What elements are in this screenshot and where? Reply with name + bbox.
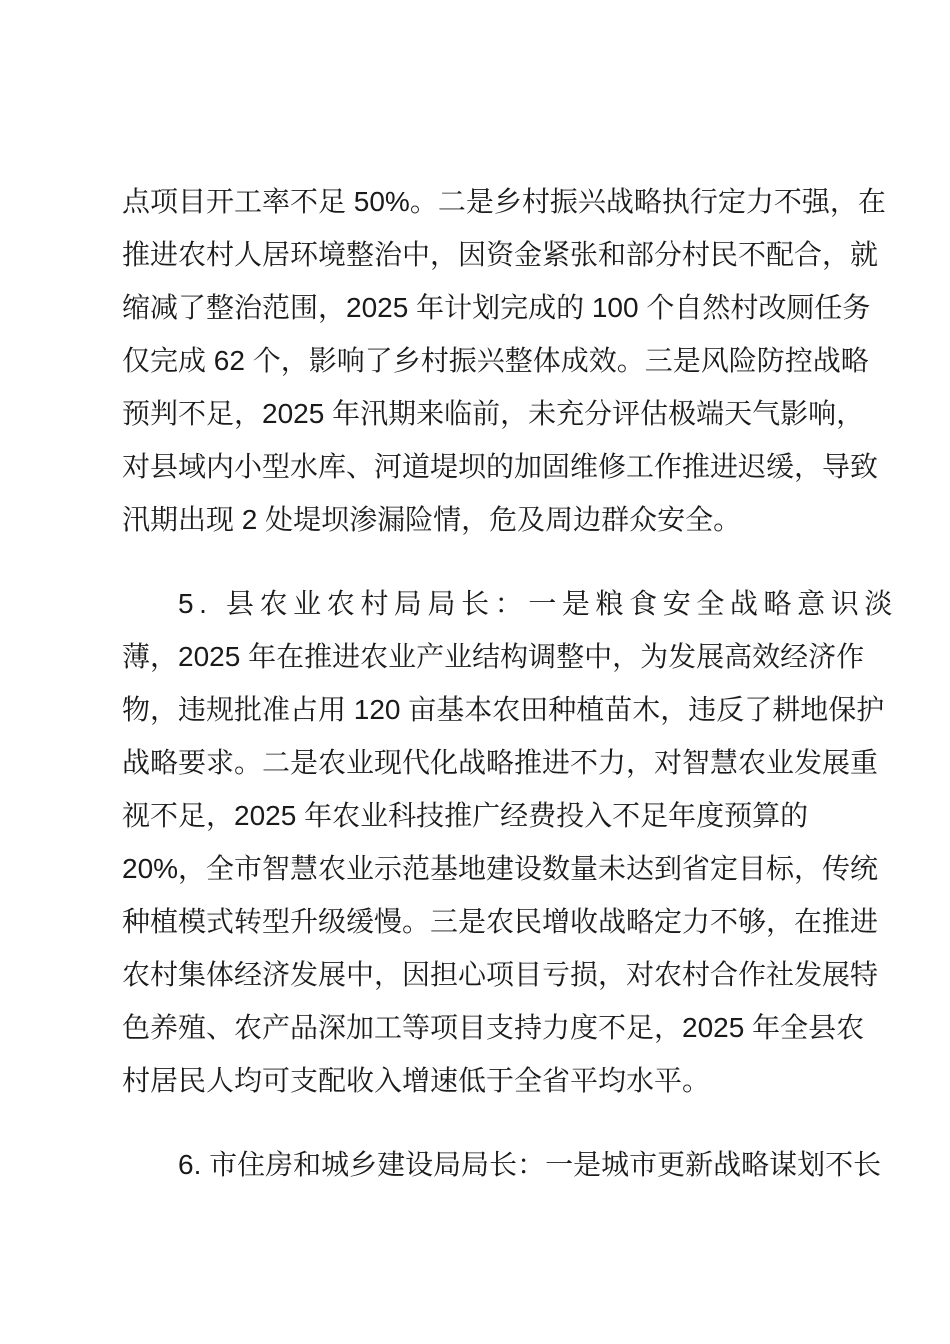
line-text: 推进农村人居环境整治中，因资金紧张和部分村民不配合，就 <box>122 239 879 270</box>
text-line <box>122 228 879 281</box>
line-text: 种植模式转型升级缓慢。三是农民增收战略定力不够，在推进 <box>122 906 879 937</box>
text-line <box>122 334 869 387</box>
text-line <box>122 683 885 736</box>
text-line <box>122 895 879 948</box>
line-text: 缩减了整治范围，2025 年计划完成的 100 个自然村改厕任务 <box>122 292 871 323</box>
text-line <box>122 842 879 895</box>
line-text: 战略要求。二是农业现代化战略推进不力，对智慧农业发展重 <box>122 747 879 778</box>
text-line <box>122 1054 830 1107</box>
text-line <box>122 948 879 1001</box>
text-line <box>122 493 830 546</box>
line-text: 预判不足，2025 年汛期来临前，未充分评估极端天气影响， <box>122 398 865 429</box>
text-line <box>122 789 830 842</box>
text-line <box>122 630 865 683</box>
text-line <box>122 175 886 228</box>
line-text: 视不足，2025 年农业科技推广经费投入不足年度预算的 <box>122 800 809 831</box>
document-text-body <box>122 175 898 1191</box>
line-text: 薄，2025 年在推进农业产业结构调整中，为发展高效经济作 <box>122 641 865 672</box>
line-text: 20%，全市智慧农业示范基地建设数量未达到省定目标，传统 <box>122 853 879 884</box>
line-text: 5. 县农业农村局局长：一是粮食安全战略意识淡 <box>178 588 898 619</box>
text-line <box>122 1138 882 1191</box>
paragraph-3 <box>122 1138 882 1191</box>
text-line <box>122 577 898 630</box>
line-text: 汛期出现 2 处堤坝渗漏险情，危及周边群众安全。 <box>122 504 742 535</box>
line-text: 6. 市住房和城乡建设局局长：一是城市更新战略谋划不长 <box>178 1149 882 1180</box>
text-line <box>122 736 879 789</box>
line-text: 色养殖、农产品深加工等项目支持力度不足，2025 年全县农 <box>122 1012 865 1043</box>
text-line <box>122 387 865 440</box>
text-line <box>122 1001 865 1054</box>
line-text: 仅完成 62 个，影响了乡村振兴整体成效。三是风险防控战略 <box>122 345 869 376</box>
line-text: 对县域内小型水库、河道堤坝的加固维修工作推进迟缓，导致 <box>122 451 879 482</box>
line-text: 物，违规批准占用 120 亩基本农田种植苗木，违反了耕地保护 <box>122 694 885 725</box>
line-text: 村居民人均可支配收入增速低于全省平均水平。 <box>122 1065 711 1096</box>
paragraph-1 <box>122 175 886 546</box>
line-text: 点项目开工率不足 50%。二是乡村振兴战略执行定力不强，在 <box>122 186 886 217</box>
paragraph-2 <box>122 577 898 1107</box>
text-line <box>122 440 879 493</box>
line-text: 农村集体经济发展中，因担心项目亏损，对农村合作社发展特 <box>122 959 879 990</box>
text-line <box>122 281 871 334</box>
